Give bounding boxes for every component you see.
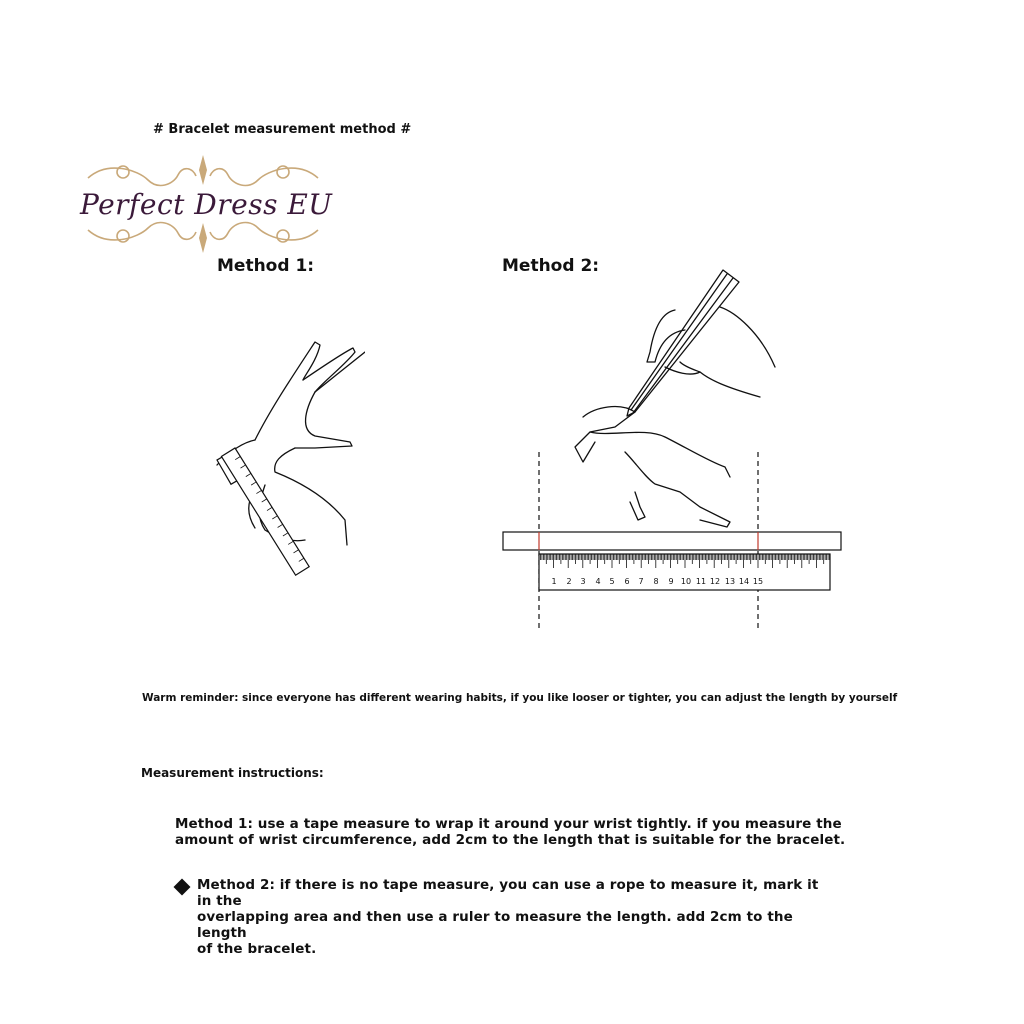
method-1-line-2: amount of wrist circumference, add 2cm to the length that is suitable for the bracelet. (175, 832, 846, 848)
instructions-heading: Measurement instructions: (141, 766, 324, 780)
ruler-tick-label: 12 (709, 577, 721, 586)
ruler-tick-label: 1 (551, 577, 557, 586)
ruler-tick-label: 10 (680, 577, 692, 586)
ruler-tick-label: 7 (638, 577, 644, 586)
ruler-tick-label: 3 (580, 577, 586, 586)
ruler-tick-label: 14 (738, 577, 750, 586)
method-1-instruction (175, 816, 865, 848)
method-2-label: Method 2: (502, 256, 600, 276)
method-2-instruction (197, 877, 837, 957)
ruler-tick-label: 2 (566, 577, 572, 586)
ruler-tick-label: 5 (609, 577, 615, 586)
method-2-line-2: overlapping area and then use a ruler to measure the length. add 2cm to the length (197, 909, 793, 941)
ruler-tick-label: 6 (624, 577, 630, 586)
method-1-line-1: Method 1: use a tape measure to wrap it around your wrist tightly. if you measure the (175, 816, 842, 832)
method-1-illustration (205, 330, 365, 580)
diamond-bullet-icon (174, 879, 191, 896)
ruler-tick-label: 15 (752, 577, 764, 586)
page-title: # Bracelet measurement method # (153, 122, 412, 137)
ruler-tick-label: 13 (724, 577, 736, 586)
ruler-tick-label: 8 (653, 577, 659, 586)
brand-logo-text: Perfect Dress EU (80, 188, 333, 221)
ruler-tick-label: 9 (668, 577, 674, 586)
method-2-illustration (495, 262, 855, 637)
warm-reminder: Warm reminder: since everyone has different wearing habits, if you like looser or tighter, you can adjust the length by yourself (142, 692, 898, 704)
method-2-line-1: Method 2: if there is no tape measure, you can use a rope to measure it, mark it in the (197, 877, 819, 909)
ruler-tick-label: 4 (595, 577, 601, 586)
method-1-label: Method 1: (217, 256, 315, 276)
method-2-line-3: of the bracelet. (197, 941, 317, 957)
ruler-tick-label: 11 (695, 577, 707, 586)
